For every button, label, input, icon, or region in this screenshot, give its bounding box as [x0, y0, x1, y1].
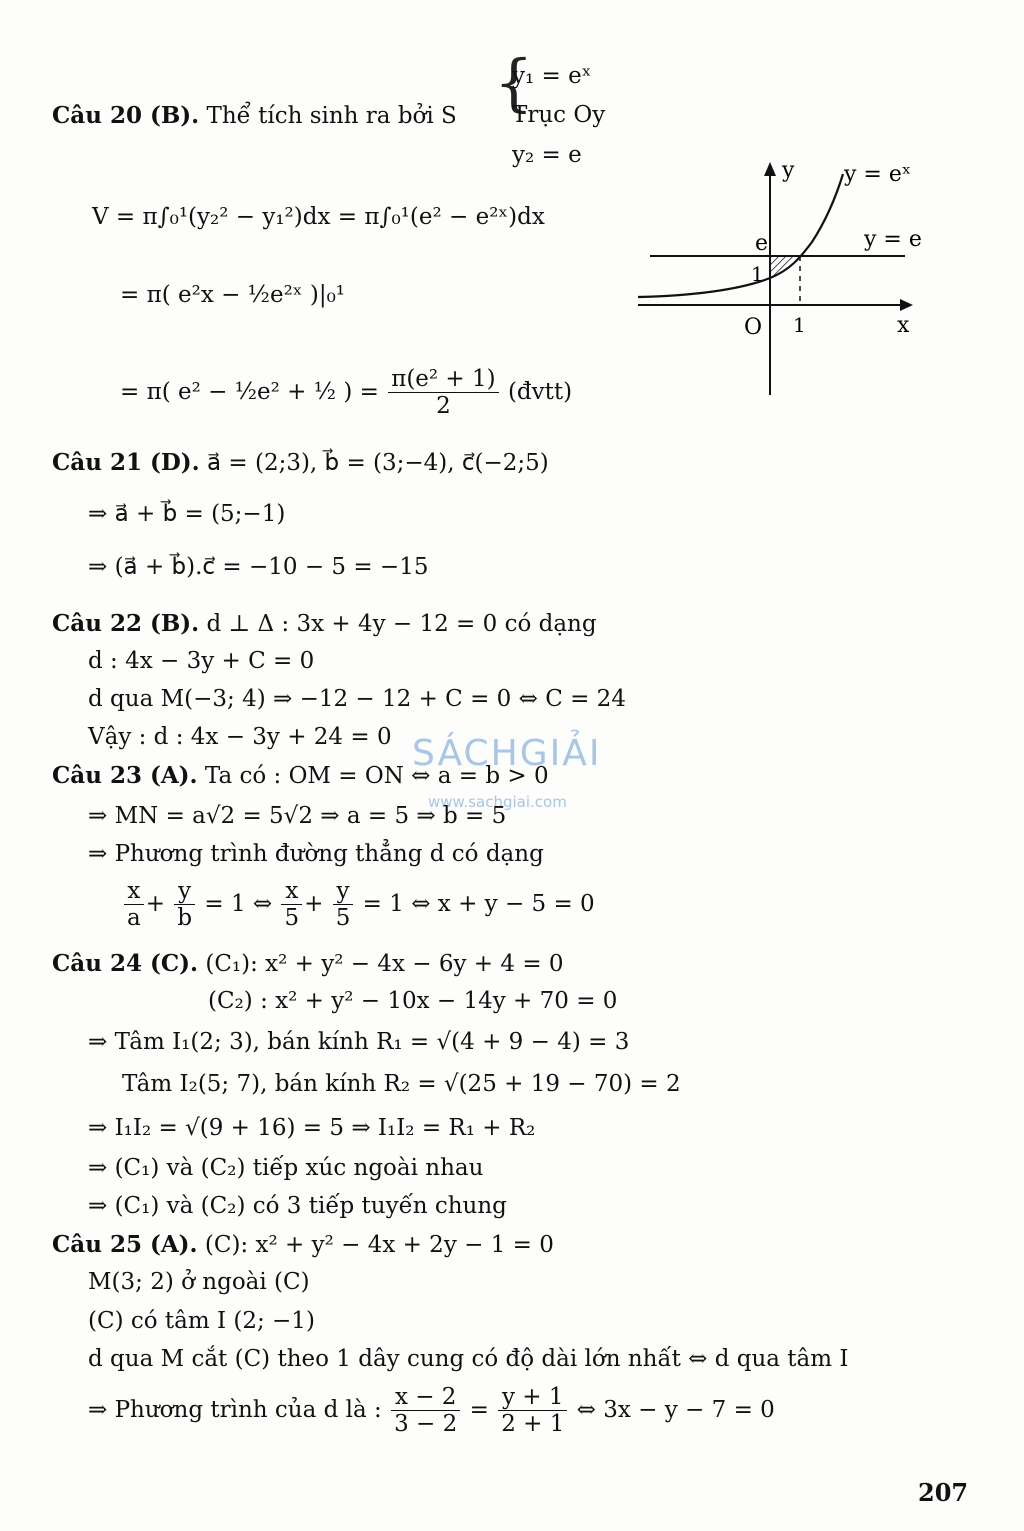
q22-text-1: d ⊥ Δ : 3x + 4y − 12 = 0 có dạng — [206, 611, 597, 637]
q23-line-2: ⇒ MN = a√2 = 5√2 ⇒ a = 5 ⇒ b = 5 — [88, 803, 507, 829]
q20-header: Câu 20 (B). — [52, 102, 200, 129]
exp-graph — [630, 150, 930, 400]
q24-line-6: ⇒ (C₁) và (C₂) tiếp xúc ngoài nhau — [88, 1155, 484, 1181]
q25-circle: (C): x² + y² − 4x + 2y − 1 = 0 — [204, 1232, 554, 1258]
q23-frac-y-b-den: b — [177, 905, 193, 932]
q20-result-unit: (đvtt) — [507, 378, 573, 405]
q20-result-denominator: 2 — [436, 393, 451, 420]
q25-header: Câu 25 (A). — [52, 1231, 198, 1258]
q22-line-4: Vậy : d : 4x − 3y + 24 = 0 — [88, 724, 392, 750]
q23-frac-x-5-num: x — [281, 878, 302, 905]
q20-system-line-3: y₂ = e — [512, 142, 582, 168]
q23-frac-x-a-den: a — [127, 905, 141, 932]
q23-frac-y-5-den: 5 — [335, 905, 351, 932]
q23-line-1 — [52, 764, 549, 788]
q24-line-2: (C₂) : x² + y² − 10x − 14y + 70 = 0 — [208, 988, 618, 1014]
x-axis-arrow-icon — [900, 299, 913, 311]
q22-line-2: d : 4x − 3y + C = 0 — [88, 648, 315, 674]
graph-curve-label: y = eˣ — [844, 162, 912, 187]
graph-line-label: y = e — [864, 227, 922, 252]
q25-frac-x-den: 3 − 2 — [394, 1411, 458, 1438]
q23-frac-y-b-num: y — [174, 878, 195, 905]
q23-text-1: Ta có : OM = ON ⇔ a = b > 0 — [204, 763, 549, 789]
q21-line-2: ⇒ a⃗ + b⃗ = (5;−1) — [88, 501, 286, 527]
q24-header: Câu 24 (C). — [52, 950, 199, 977]
q20-result-line — [120, 366, 572, 420]
q25-line-1 — [52, 1233, 554, 1257]
q25-frac-y — [498, 1384, 567, 1438]
graph-tick-1x: 1 — [793, 313, 806, 337]
q20-antiderivative: = π( e²x − ½e²ˣ )|₀¹ — [120, 282, 346, 308]
q24-line-7: ⇒ (C₁) và (C₂) có 3 tiếp tuyến chung — [88, 1193, 507, 1219]
q22-header: Câu 22 (B). — [52, 610, 200, 637]
q20-text: Thể tích sinh ra bởi S — [206, 103, 457, 129]
q24-line-3: ⇒ Tâm I₁(2; 3), bán kính R₁ = √(4 + 9 − 4) = 3 — [88, 1029, 630, 1055]
q23-frac-y-5 — [333, 878, 354, 932]
graph-y-label: y — [782, 158, 795, 183]
q20-system-brace: { — [494, 46, 534, 119]
watermark-url: www.sachgiai.com — [428, 793, 567, 811]
q22-line-3: d qua M(−3; 4) ⇒ −12 − 12 + C = 0 ⇔ C = 24 — [88, 686, 626, 712]
q25-line-5 — [88, 1384, 775, 1438]
q20-system-line-1: y₁ = eˣ — [512, 63, 592, 89]
q23-frac-x-5-den: 5 — [284, 905, 300, 932]
q25-line-4: d qua M cắt (C) theo 1 dây cung có độ dài lớn nhất ⇔ d qua tâm I — [88, 1346, 849, 1372]
q25-line-2: M(3; 2) ở ngoài (C) — [88, 1269, 310, 1295]
q23-frac-x-a-num: x — [124, 878, 144, 905]
q23-mid: = 1 ⇔ — [204, 890, 273, 917]
q24-line-1 — [52, 952, 564, 976]
q24-line-5: ⇒ I₁I₂ = √(9 + 16) = 5 ⇒ I₁I₂ = R₁ + R₂ — [88, 1115, 536, 1141]
curve-exp — [638, 174, 843, 297]
q25-frac-y-num: y + 1 — [498, 1384, 567, 1411]
q20-system-line-2: Trục Oy — [512, 102, 606, 128]
q20-result-left: = π( e² − ½e² + ½ ) = — [120, 378, 379, 405]
graph-origin: O — [744, 315, 763, 340]
q20-title-line — [52, 104, 457, 128]
y-axis-arrow-icon — [764, 162, 776, 176]
q25-frac-x — [391, 1384, 460, 1438]
q25-frac-y-den: 2 + 1 — [501, 1411, 565, 1438]
q23-end: = 1 ⇔ x + y − 5 = 0 — [362, 890, 595, 917]
q21-header: Câu 21 (D). — [52, 449, 200, 476]
q23-frac-y-5-num: y — [333, 878, 354, 905]
page-number: 207 — [918, 1478, 969, 1507]
graph-x-label: x — [897, 313, 910, 338]
q25-line-5-left: ⇒ Phương trình của d là : — [88, 1396, 382, 1423]
q21-line-3: ⇒ (a⃗ + b⃗).c⃗ = −10 − 5 = −15 — [88, 554, 429, 580]
q23-frac-x-5 — [281, 878, 302, 932]
q21-vectors: a⃗ = (2;3), b⃗ = (3;−4), c⃗(−2;5) — [206, 450, 549, 476]
hatched-region — [770, 256, 800, 278]
q24-line-4: Tâm I₂(5; 7), bán kính R₂ = √(25 + 19 − 70) = 2 — [122, 1071, 681, 1097]
q25-line-3: (C) có tâm I (2; −1) — [88, 1308, 315, 1334]
q23-frac-y-b — [174, 878, 195, 932]
watermark-brand: SÁCHGIẢI — [412, 733, 602, 774]
q23-header: Câu 23 (A). — [52, 762, 198, 789]
q25-end: ⇔ 3x − y − 7 = 0 — [576, 1396, 775, 1423]
q20-result-numerator: π(e² + 1) — [388, 366, 498, 393]
q23-line-3: ⇒ Phương trình đường thẳng d có dạng — [88, 841, 544, 867]
q23-line-4: $\frac{x}{a}$ + $\frac{y}{b}$ = 1 ⇔ $\frac{x}{5}$ + $\frac{y}{5}$ = 1 ⇔ x + y − 5 = 0 — [122, 878, 595, 932]
q25-frac-x-num: x − 2 — [391, 1384, 460, 1411]
graph-tick-1y: 1 — [751, 262, 764, 286]
q23-frac-x-a — [124, 878, 144, 932]
q21-line-1 — [52, 451, 549, 475]
q20-volume-formula: V = π∫₀¹(y₂² − y₁²)dx = π∫₀¹(e² − e²ˣ)dx — [92, 204, 545, 230]
q22-line-1 — [52, 612, 597, 636]
graph-tick-e: e — [755, 231, 769, 256]
q20-result-fraction — [388, 366, 498, 420]
q25-eq: = — [469, 1396, 489, 1423]
q24-c1: (C₁): x² + y² − 4x − 6y + 4 = 0 — [205, 951, 564, 977]
